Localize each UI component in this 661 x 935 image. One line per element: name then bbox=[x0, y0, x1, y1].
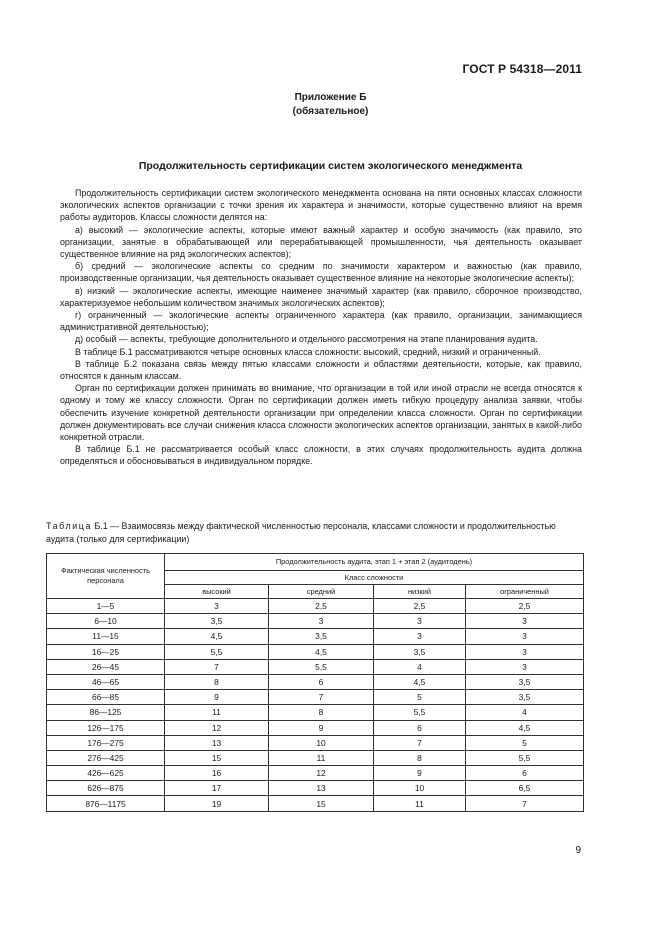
duration-cell: 5,5 bbox=[374, 705, 466, 720]
standard-code: ГОСТ Р 54318—2011 bbox=[462, 62, 582, 76]
table-row bbox=[47, 690, 584, 705]
table-caption-text: Б.1 — Взаимосвязь между фактической численностью персонала, классами сложности и продолжительностью аудита (только для сертификации) bbox=[46, 521, 556, 544]
duration-cell: 15 bbox=[269, 796, 374, 811]
duration-cell: 2,5 bbox=[374, 599, 466, 614]
duration-cell: 19 bbox=[165, 796, 269, 811]
table-row bbox=[47, 644, 584, 659]
duration-cell: 9 bbox=[374, 766, 466, 781]
table-row bbox=[47, 629, 584, 644]
personnel-range-cell: 16—25 bbox=[47, 644, 165, 659]
table-row bbox=[47, 781, 584, 796]
personnel-range-cell: 66—85 bbox=[47, 690, 165, 705]
duration-cell: 2,5 bbox=[269, 599, 374, 614]
duration-cell: 12 bbox=[165, 720, 269, 735]
duration-cell: 3 bbox=[466, 614, 584, 629]
duration-table bbox=[46, 553, 584, 812]
duration-cell: 7 bbox=[269, 690, 374, 705]
duration-cell: 3 bbox=[269, 614, 374, 629]
header-duration: Продолжительность аудита, этап 1 + этап 2 (аудитодень) bbox=[165, 554, 584, 571]
column-header: средний bbox=[269, 585, 374, 599]
table-row bbox=[47, 750, 584, 765]
paragraph: В таблице Б.1 не рассматривается особый класс сложности, в этих случаях продолжительность аудита должна определяться и обосновываться в индивидуальном порядке. bbox=[60, 444, 582, 467]
duration-cell: 4,5 bbox=[165, 629, 269, 644]
table-row bbox=[47, 674, 584, 689]
duration-cell: 17 bbox=[165, 781, 269, 796]
paragraph: В таблице Б.1 рассматриваются четыре основных класса сложности: высокий, средний, низкий и ограниченный. bbox=[75, 346, 541, 357]
duration-cell: 10 bbox=[269, 735, 374, 750]
duration-cell: 8 bbox=[165, 674, 269, 689]
duration-cell: 4,5 bbox=[466, 720, 584, 735]
duration-cell: 5,5 bbox=[269, 659, 374, 674]
duration-cell: 3 bbox=[466, 629, 584, 644]
personnel-range-cell: 11—15 bbox=[47, 629, 165, 644]
personnel-range-cell: 46—65 bbox=[47, 674, 165, 689]
duration-cell: 5,5 bbox=[466, 750, 584, 765]
duration-cell: 3 bbox=[374, 614, 466, 629]
table-row bbox=[47, 614, 584, 629]
duration-cell: 4,5 bbox=[374, 674, 466, 689]
duration-cell: 9 bbox=[165, 690, 269, 705]
duration-cell: 12 bbox=[269, 766, 374, 781]
duration-cell: 7 bbox=[374, 735, 466, 750]
duration-cell: 5 bbox=[374, 690, 466, 705]
column-header: ограниченный bbox=[466, 585, 584, 599]
duration-cell: 6,5 bbox=[466, 781, 584, 796]
annex-status: (обязательное) bbox=[292, 105, 369, 117]
annex-title: Приложение Б bbox=[294, 92, 367, 103]
duration-cell: 4,5 bbox=[269, 644, 374, 659]
duration-cell: 15 bbox=[165, 750, 269, 765]
personnel-range-cell: 876—1175 bbox=[47, 796, 165, 811]
duration-cell: 13 bbox=[269, 781, 374, 796]
paragraph: г) ограниченный — экологические аспекты ограниченного характера (как правило, организации, занимающиеся административной деятельностью); bbox=[60, 310, 582, 333]
personnel-range-cell: 6—10 bbox=[47, 614, 165, 629]
duration-cell: 3,5 bbox=[374, 644, 466, 659]
duration-cell: 3 bbox=[466, 644, 584, 659]
duration-cell: 4 bbox=[466, 705, 584, 720]
personnel-range-cell: 626—875 bbox=[47, 781, 165, 796]
table-row bbox=[47, 720, 584, 735]
duration-cell: 3,5 bbox=[466, 674, 584, 689]
paragraph: В таблице Б.2 показана связь между пятью классами сложности и областями деятельности, которые, как правило, относятся к данным классам. bbox=[60, 358, 582, 382]
duration-cell: 3 bbox=[165, 599, 269, 614]
duration-cell: 2,5 bbox=[466, 599, 584, 614]
table-caption bbox=[46, 520, 586, 545]
table-row bbox=[47, 796, 584, 811]
section-title: Продолжительность сертификации систем экологического менеджмента bbox=[138, 160, 523, 172]
duration-cell: 4 bbox=[374, 659, 466, 674]
personnel-range-cell: 1—5 bbox=[47, 599, 165, 614]
duration-cell: 6 bbox=[269, 674, 374, 689]
duration-cell: 3,5 bbox=[269, 629, 374, 644]
duration-cell: 7 bbox=[466, 796, 584, 811]
header-class: Класс сложности bbox=[165, 571, 584, 585]
duration-cell: 8 bbox=[269, 705, 374, 720]
table-row bbox=[47, 659, 584, 674]
table-body bbox=[47, 599, 584, 812]
duration-cell: 5 bbox=[466, 735, 584, 750]
duration-cell: 10 bbox=[374, 781, 466, 796]
duration-cell: 6 bbox=[374, 720, 466, 735]
column-header: низкий bbox=[374, 585, 466, 599]
page-number: 9 bbox=[575, 845, 581, 856]
personnel-range-cell: 276—425 bbox=[47, 750, 165, 765]
column-header: высокий bbox=[165, 585, 269, 599]
duration-cell: 11 bbox=[165, 705, 269, 720]
personnel-range-cell: 176—275 bbox=[47, 735, 165, 750]
table-row bbox=[47, 599, 584, 614]
paragraph: Орган по сертификации должен принимать во внимание, что организации в той или иной отрасли не всегда относятся к одному и тому же классу сложности. Орган по сертификации должен иметь гибкую процедуру анализа заявки, чтобы обеспечить изучение конкретной деятельности организации при определении класса сложности. Орган по сертификации должен документировать все случаи снижения класса сложности экологических аспектов организации, занятых в какой-либо конкретной отрасли. bbox=[60, 383, 582, 443]
duration-cell: 8 bbox=[374, 750, 466, 765]
table-row bbox=[47, 705, 584, 720]
duration-cell: 3,5 bbox=[165, 614, 269, 629]
duration-cell: 9 bbox=[269, 720, 374, 735]
body-text bbox=[60, 187, 582, 468]
paragraph: д) особый — аспекты, требующие дополнительного и отдельного рассмотрения на этапе планирования аудита. bbox=[75, 334, 538, 345]
duration-cell: 13 bbox=[165, 735, 269, 750]
paragraph: Продолжительность сертификации систем экологического менеджмента основана на пяти основных классах сложности экологических аспектов организации с точки зрения их характера и значимости, которые существенно влияют на время работы аудиторов. Классы сложности делятся на: bbox=[60, 188, 582, 223]
table-row bbox=[47, 735, 584, 750]
duration-cell: 16 bbox=[165, 766, 269, 781]
paragraph: в) низкий — экологические аспекты, имеющие наименее значимый характер (как правило, сборочное производство, характеризуемое небольшим количеством значимых экологических аспектов); bbox=[60, 285, 582, 308]
personnel-range-cell: 126—175 bbox=[47, 720, 165, 735]
personnel-range-cell: 86—125 bbox=[47, 705, 165, 720]
table-caption-label: Таблица bbox=[46, 521, 92, 531]
paragraph: а) высокий — экологические аспекты, которые имеют важный характер и особую значимость (как правило, это организации, занятые в обрабатывающей или перерабатывающей промышленности, чья деятельность оказывает существенное влияние на ряд экологических аспектов); bbox=[60, 224, 582, 260]
annex-heading bbox=[0, 91, 661, 118]
paragraph: б) средний — экологические аспекты со средним по значимости характером и важностью (как правило, производственные организации, чья деятельность оказывает существенное влияние на некоторые экологические аспекты); bbox=[60, 261, 582, 284]
duration-cell: 3,5 bbox=[466, 690, 584, 705]
personnel-range-cell: 426—625 bbox=[47, 766, 165, 781]
table-row bbox=[47, 766, 584, 781]
personnel-range-cell: 26—45 bbox=[47, 659, 165, 674]
duration-cell: 5,5 bbox=[165, 644, 269, 659]
duration-cell: 3 bbox=[466, 659, 584, 674]
duration-cell: 11 bbox=[269, 750, 374, 765]
duration-cell: 11 bbox=[374, 796, 466, 811]
duration-cell: 6 bbox=[466, 766, 584, 781]
duration-cell: 7 bbox=[165, 659, 269, 674]
duration-cell: 3 bbox=[374, 629, 466, 644]
header-personnel: Фактическая численность персонала bbox=[47, 554, 165, 599]
